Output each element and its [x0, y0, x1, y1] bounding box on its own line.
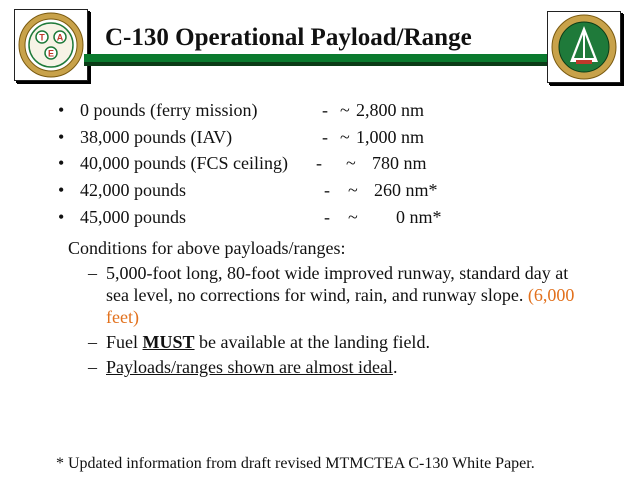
bullet-dot: •: [58, 100, 65, 120]
payload-label: 38,000 pounds (IAV): [80, 127, 233, 147]
runway-conditions-text: 5,000-foot long, 80-foot wide improved runway, standard day at sea level, no corrections for wind, rain, and runway slope.: [106, 263, 569, 305]
title-divider: [84, 54, 547, 62]
bullet-dot: •: [58, 153, 65, 173]
logo-letter-a: A: [56, 32, 64, 43]
payload-label: 42,000 pounds: [80, 180, 187, 200]
sub-dash: –: [88, 263, 97, 283]
runway-length-highlight: (6,000 feet): [106, 285, 575, 327]
range-tilde: ~: [340, 127, 350, 147]
range-dash: -: [324, 180, 330, 200]
mtmc-logo: [547, 11, 621, 83]
page-title: C-130 Operational Payload/Range: [105, 24, 472, 51]
mtmctea-logo: [14, 9, 88, 81]
payload-label: 40,000 pounds (FCS ceiling): [80, 153, 289, 173]
range-tilde: ~: [348, 207, 358, 227]
range-value: 1,000 nm: [356, 127, 425, 147]
logo-letter-t: T: [39, 32, 45, 43]
range-tilde: ~: [348, 180, 358, 200]
title-divider-shadow: [84, 62, 547, 66]
conditions-heading: Conditions for above payloads/ranges:: [68, 238, 346, 258]
range-tilde: ~: [340, 100, 350, 120]
range-dash: -: [322, 100, 328, 120]
range-value: 780 nm: [372, 153, 427, 173]
footnote: * Updated information from draft revised MTMCTEA C-130 White Paper.: [56, 455, 535, 472]
mtmc-emblem-icon: [548, 12, 620, 82]
bullet-dot: •: [58, 180, 65, 200]
range-dash: -: [316, 153, 322, 173]
fuel-suffix: be available at the landing field.: [199, 332, 430, 352]
logo-letter-e: E: [47, 48, 55, 59]
condition-item-runway: [88, 262, 578, 328]
range-value: 260 nm*: [374, 180, 438, 200]
sub-dash: –: [88, 357, 97, 377]
sub-dash: –: [88, 332, 97, 352]
range-value: 2,800 nm: [356, 100, 425, 120]
bullet-dot: •: [58, 127, 65, 147]
range-dash: -: [322, 127, 328, 147]
ideal-note: Payloads/ranges shown are almost ideal: [106, 357, 393, 377]
bullet-dot: •: [58, 207, 65, 227]
mtmctea-emblem-icon: [15, 10, 87, 80]
fuel-must-emphasis: MUST: [142, 332, 195, 352]
range-dash: -: [324, 207, 330, 227]
payload-label: 45,000 pounds: [80, 207, 187, 227]
range-value: 0 nm*: [396, 207, 442, 227]
payload-label: 0 pounds (ferry mission): [80, 100, 258, 120]
range-tilde: ~: [346, 153, 356, 173]
ideal-period: .: [392, 357, 398, 377]
fuel-prefix: Fuel: [106, 332, 139, 352]
